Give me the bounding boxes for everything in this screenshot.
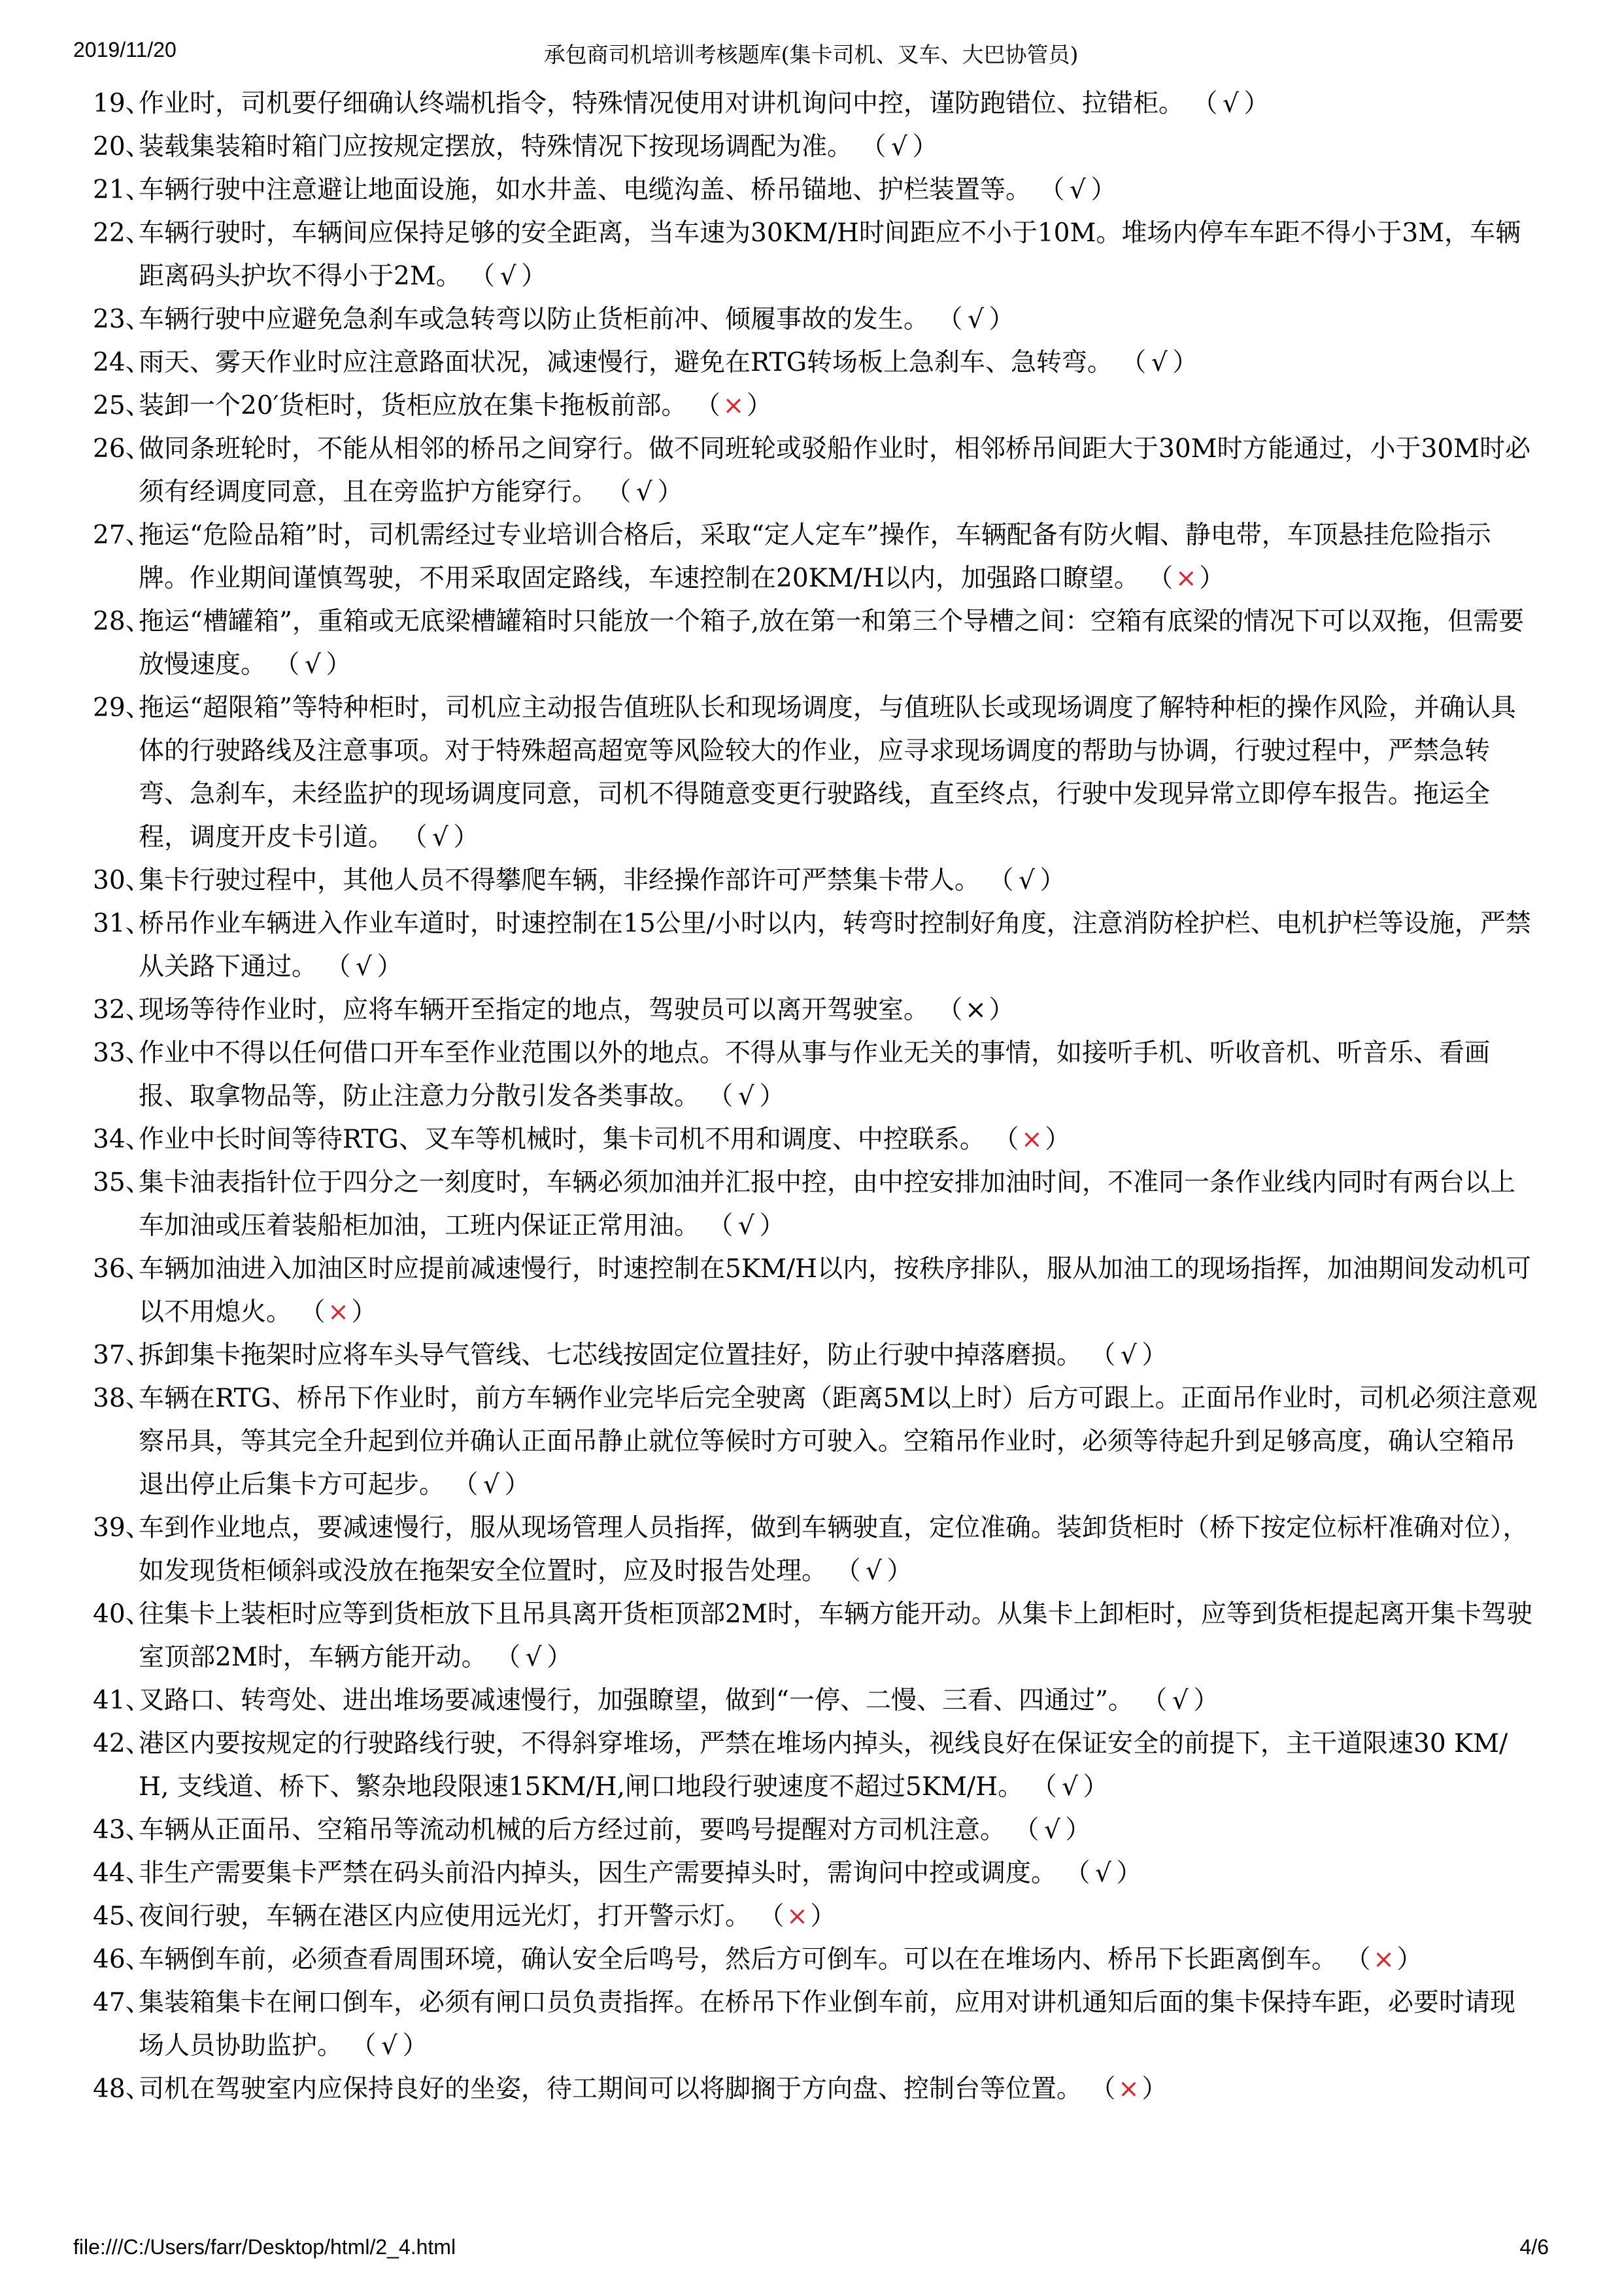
answer-open-paren: （ [325, 952, 351, 982]
question-item [93, 82, 1538, 126]
answer-open-paren: （ [988, 866, 1014, 895]
question-text [139, 1118, 1538, 1161]
question-item [93, 1593, 1538, 1679]
question-text [139, 859, 1538, 902]
question-number: 19、 [93, 89, 151, 118]
question-text [139, 2068, 1538, 2111]
answer-open-paren: （ [1064, 1859, 1090, 1888]
question-number: 26、 [93, 434, 151, 464]
answer-open-paren: （ [860, 132, 887, 162]
question-body: 作业中不得以任何借口开车至作业范围以外的地点。不得从事与作业无关的事情，如接听手机、听收音机、听音乐、看画报、取拿物品等，防止注意力分散引发各类事故。 [139, 1038, 1491, 1111]
answer-close-paren: ） [912, 132, 938, 162]
answer-mark [1141, 1686, 1219, 1715]
question-item [93, 1118, 1538, 1161]
answer-open-paren: （ [452, 1470, 479, 1499]
check-mark-icon: √ [1019, 866, 1035, 895]
answer-close-paren: ） [1039, 866, 1066, 895]
question-item [93, 902, 1538, 989]
question-number: 36、 [93, 1254, 151, 1284]
question-text [139, 82, 1538, 126]
question-body: 雨天、雾天作业时应注意路面状况，减速慢行，避免在RTG转场板上急刹车、急转弯。 [139, 348, 1113, 377]
question-text [139, 212, 1538, 298]
question-text [139, 1809, 1538, 1852]
question-body: 车辆从正面吊、空箱吊等流动机械的后方经过前，要鸣号提醒对方司机注意。 [139, 1815, 1006, 1845]
answer-open-paren: （ [274, 650, 300, 679]
answer-close-paren: ） [402, 2031, 428, 2061]
answer-close-paren: ） [1172, 348, 1198, 377]
check-mark-icon: √ [738, 1211, 754, 1241]
question-body: 集卡油表指针位于四分之一刻度时，车辆必须加油并汇报中控，由中控安排加油时间，不准同一条作业线内同时有两台以上车加油或压着装船柜加油，工班内保证正常用油。 [139, 1168, 1516, 1241]
answer-open-paren: （ [1345, 1945, 1371, 1974]
question-number: 41、 [93, 1686, 151, 1715]
cross-mark-icon: × [722, 391, 745, 420]
question-item [93, 341, 1538, 385]
question-body: 集装箱集卡在闸口倒车，必须有闸口员负责指挥。在桥吊下作业倒车前，应用对讲机通知后面的集卡保持车距，必要时请现场人员协助监护。 [139, 1988, 1516, 2061]
answer-close-paren: ） [657, 477, 683, 507]
answer-close-paren: ） [453, 823, 479, 852]
cross-mark-icon: × [1021, 1125, 1043, 1154]
answer-open-paren: （ [835, 1556, 861, 1586]
check-mark-icon: √ [1121, 1341, 1137, 1370]
question-number: 30、 [93, 866, 151, 895]
question-text [139, 385, 1538, 428]
question-number: 35、 [93, 1168, 151, 1197]
answer-mark [1032, 1772, 1109, 1802]
question-number: 31、 [93, 909, 151, 938]
question-item [93, 428, 1538, 514]
answer-close-paren: ） [810, 1902, 836, 1931]
answer-close-paren: ） [1396, 1945, 1423, 1974]
answer-mark [605, 477, 683, 507]
answer-mark [452, 1470, 530, 1499]
question-body: 车辆行驶时，车辆间应保持足够的安全距离，当车速为30KM/H时间距应不小于10M。堆场内停车车距不得小于3M，车辆距离码头护坎不得小于2M。 [139, 218, 1521, 291]
question-number: 46、 [93, 1945, 151, 1974]
answer-mark [401, 823, 479, 852]
answer-close-paren: ） [1141, 1341, 1168, 1370]
question-item [93, 989, 1538, 1032]
question-item [93, 298, 1538, 341]
answer-open-paren: （ [495, 1643, 521, 1672]
question-number: 20、 [93, 132, 151, 162]
question-number: 42、 [93, 1729, 151, 1758]
question-item [93, 1852, 1538, 1895]
question-number: 22、 [93, 218, 151, 248]
check-mark-icon: √ [432, 823, 448, 852]
answer-close-paren: ） [1116, 1859, 1142, 1888]
answer-open-paren: （ [1147, 564, 1174, 593]
question-body: 车辆在RTG、桥吊下作业时，前方车辆作业完毕后完全驶离（距离5M以上时）后方可跟上。正面吊作业时，司机必须注意观察吊具，等其完全升起到位并确认正面吊静止就位等候时方可驶入。空箱吊作业时，必须等待起升到足够高度，确认空箱吊退出停止后集卡方可起步。 [139, 1384, 1538, 1499]
question-body: 车到作业地点，要减速慢行，服从现场管理人员指挥，做到车辆驶直，定位准确。装卸货柜时（桥下按定位标杆准确对位），如发现货柜倾斜或没放在拖架安全位置时，应及时报告处理。 [139, 1513, 1529, 1586]
answer-mark [1090, 1341, 1167, 1370]
answer-close-paren: ） [504, 1470, 530, 1499]
question-text [139, 1032, 1538, 1118]
question-number: 45、 [93, 1902, 151, 1931]
question-number: 27、 [93, 521, 151, 550]
question-number: 21、 [93, 175, 151, 205]
answer-open-paren: （ [694, 391, 720, 420]
answer-open-paren: （ [707, 1211, 734, 1241]
question-item [93, 1895, 1538, 1938]
answer-open-paren: （ [605, 477, 632, 507]
answer-mark [1013, 1815, 1090, 1845]
answer-close-paren: ） [1243, 89, 1270, 118]
answer-mark [1192, 89, 1269, 118]
question-number: 38、 [93, 1384, 151, 1413]
answer-mark [1064, 1859, 1141, 1888]
cross-mark-icon: × [1118, 2074, 1140, 2104]
answer-close-paren: ） [1083, 1772, 1109, 1802]
question-item [93, 1032, 1538, 1118]
answer-open-paren: （ [993, 1125, 1019, 1154]
answer-mark [758, 1902, 836, 1931]
answer-close-paren: ） [887, 1556, 913, 1586]
question-number: 39、 [93, 1513, 151, 1543]
question-item [93, 1161, 1538, 1248]
answer-open-paren: （ [469, 262, 496, 291]
question-item [93, 1679, 1538, 1722]
question-text [139, 1377, 1538, 1507]
answer-mark [937, 305, 1014, 334]
question-item [93, 169, 1538, 212]
question-body: 拖运“槽罐箱”，重箱或无底梁槽罐箱时只能放一个箱子,放在第一和第三个导槽之间：空箱有底梁的情况下可以双拖，但需要放慢速度。 [139, 607, 1525, 679]
question-text [139, 428, 1538, 514]
question-text [139, 1981, 1538, 2068]
check-mark-icon: √ [381, 2031, 397, 2061]
answer-close-paren: ） [521, 262, 547, 291]
question-item [93, 1809, 1538, 1852]
answer-open-paren: （ [1141, 1686, 1168, 1715]
print-date: 2019/11/20 [73, 38, 177, 61]
answer-mark [1345, 1945, 1422, 1974]
answer-close-paren: ） [326, 650, 352, 679]
check-mark-icon: √ [1095, 1859, 1111, 1888]
answer-close-paren: ） [1199, 564, 1225, 593]
answer-close-paren: ） [988, 305, 1015, 334]
question-body: 做同条班轮时，不能从相邻的桥吊之间穿行。做不同班轮或驳船作业时，相邻桥吊间距大于30M时方能通过，小于30M时必须有经调度同意，且在旁监护方能穿行。 [139, 434, 1531, 507]
question-item [93, 126, 1538, 169]
question-text [139, 1679, 1538, 1722]
question-number: 33、 [93, 1038, 151, 1068]
question-item [93, 1981, 1538, 2068]
question-item [93, 1938, 1538, 1981]
answer-mark [707, 1082, 785, 1111]
question-item [93, 1507, 1538, 1593]
answer-mark [350, 2031, 428, 2061]
question-number: 32、 [93, 995, 151, 1025]
question-list [93, 82, 1538, 2111]
check-mark-icon: √ [1223, 89, 1239, 118]
question-body: 桥吊作业车辆进入作业车道时，时速控制在15公里/小时以内，转弯时控制好角度，注意消防栓护栏、电机护栏等设施，严禁从关路下通过。 [139, 909, 1531, 982]
question-number: 34、 [93, 1125, 151, 1154]
answer-open-paren: （ [1039, 175, 1065, 205]
answer-open-paren: （ [1090, 1341, 1116, 1370]
answer-close-paren: ） [377, 952, 403, 982]
answer-open-paren: （ [1090, 2074, 1116, 2104]
answer-mark [988, 866, 1065, 895]
check-mark-icon: √ [1070, 175, 1086, 205]
question-body: 叉路口、转弯处、进出堆场要减速慢行，加强瞭望，做到“一停、二慢、三看、四通过”。 [139, 1686, 1134, 1715]
answer-open-paren: （ [1013, 1815, 1039, 1845]
question-text [139, 1334, 1538, 1377]
answer-open-paren: （ [937, 305, 963, 334]
question-body: 拖运“危险品箱”时，司机需经过专业培训合格后，采取“定人定车”操作，车辆配备有防火帽、静电带，车顶悬挂危险指示牌。作业期间谨慎驾驶，不用采取固定路线，车速控制在20KM/H以内，加强路口瞭望。 [139, 521, 1491, 593]
cross-mark-icon: × [965, 995, 987, 1025]
answer-mark [695, 391, 772, 420]
check-mark-icon: √ [866, 1556, 882, 1586]
question-body: 车辆行驶中应避免急刹车或急转弯以防止货柜前冲、倾履事故的发生。 [139, 305, 930, 334]
question-item [93, 385, 1538, 428]
file-path: file:///C:/Users/farr/Desktop/html/2_4.html [73, 2235, 456, 2259]
answer-close-paren: ） [988, 995, 1015, 1025]
cross-mark-icon: × [1175, 564, 1197, 593]
question-number: 23、 [93, 305, 151, 334]
question-text [139, 1895, 1538, 1938]
question-item [93, 687, 1538, 859]
question-text [139, 600, 1538, 687]
answer-open-paren: （ [707, 1082, 734, 1111]
document-title: 承包商司机培训考核题库(集卡司机、叉车、大巴协管员) [543, 42, 1079, 67]
question-item [93, 514, 1538, 600]
question-number: 25、 [93, 391, 151, 420]
answer-mark [274, 650, 351, 679]
question-text [139, 169, 1538, 212]
answer-open-paren: （ [1192, 89, 1218, 118]
question-body: 现场等待作业时，应将车辆开至指定的地点，驾驶员可以离开驾驶室。 [139, 995, 930, 1025]
question-text [139, 1593, 1538, 1679]
answer-close-paren: ） [759, 1211, 785, 1241]
answer-close-paren: ） [1141, 2074, 1168, 2104]
question-text [139, 126, 1538, 169]
question-body: 集卡行驶过程中，其他人员不得攀爬车辆，非经操作部许可严禁集卡带人。 [139, 866, 981, 895]
answer-close-paren: ） [1090, 175, 1117, 205]
question-body: 车辆行驶中注意避让地面设施，如水井盖、电缆沟盖、桥吊锚地、护栏装置等。 [139, 175, 1032, 205]
check-mark-icon: √ [305, 650, 321, 679]
question-text [139, 1938, 1538, 1981]
question-number: 48、 [93, 2074, 151, 2104]
question-item [93, 600, 1538, 687]
question-number: 37、 [93, 1341, 151, 1370]
question-number: 47、 [93, 1988, 151, 2017]
question-body: 港区内要按规定的行驶路线行驶，不得斜穿堆场，严禁在堆场内掉头，视线良好在保证安全的前提下，主干道限速30 KM/H, 支线道、桥下、繁杂地段限速15KM/H,闸口地段行驶速度不超过5KM/H。 [139, 1729, 1508, 1802]
question-body: 非生产需要集卡严禁在码头前沿内掉头，因生产需要掉头时，需询问中控或调度。 [139, 1859, 1057, 1888]
check-mark-icon: √ [1172, 1686, 1189, 1715]
question-number: 40、 [93, 1600, 151, 1629]
question-text [139, 1722, 1538, 1809]
question-number: 44、 [93, 1859, 151, 1888]
question-body: 车辆倒车前，必须查看周围环境，确认安全后鸣号，然后方可倒车。可以在在堆场内、桥吊下长距离倒车。 [139, 1945, 1338, 1974]
check-mark-icon: √ [738, 1082, 754, 1111]
question-text [139, 1248, 1538, 1334]
check-mark-icon: √ [525, 1643, 542, 1672]
answer-mark [1147, 564, 1225, 593]
question-body: 司机在驾驶室内应保持良好的坐姿，待工期间可以将脚搁于方向盘、控制台等位置。 [139, 2074, 1083, 2104]
question-item [93, 212, 1538, 298]
answer-close-paren: ） [746, 391, 772, 420]
question-item [93, 1334, 1538, 1377]
question-number: 29、 [93, 693, 151, 723]
question-text [139, 1852, 1538, 1895]
answer-mark [1090, 2074, 1167, 2104]
answer-mark [937, 995, 1014, 1025]
answer-open-paren: （ [401, 823, 428, 852]
question-body: 作业中长时间等待RTG、叉车等机械时，集卡司机不用和调度、中控联系。 [139, 1125, 985, 1154]
question-text [139, 989, 1538, 1032]
question-text [139, 341, 1538, 385]
question-text [139, 902, 1538, 989]
answer-mark [1039, 175, 1116, 205]
page-header [0, 38, 1622, 71]
question-body: 车辆加油进入加油区时应提前减速慢行，时速控制在5KM/H以内，按秩序排队，服从加油工的现场指挥，加油期间发动机可以不用熄火。 [139, 1254, 1532, 1327]
cross-mark-icon: × [1373, 1945, 1394, 1974]
answer-mark [325, 952, 402, 982]
answer-mark [495, 1643, 572, 1672]
question-text [139, 1507, 1538, 1593]
check-mark-icon: √ [1062, 1772, 1078, 1802]
question-item [93, 1248, 1538, 1334]
check-mark-icon: √ [636, 477, 652, 507]
answer-mark [1121, 348, 1198, 377]
question-number: 43、 [93, 1815, 151, 1845]
question-text [139, 1161, 1538, 1248]
check-mark-icon: √ [1044, 1815, 1060, 1845]
cross-mark-icon: × [328, 1297, 349, 1327]
question-item [93, 1377, 1538, 1507]
question-body: 拆卸集卡拖架时应将车头导气管线、七芯线按固定位置挂好，防止行驶中掉落磨损。 [139, 1341, 1083, 1370]
page-number: 4/6 [1519, 2235, 1549, 2259]
question-body: 拖运“超限箱”等特种柜时，司机应主动报告值班队长和现场调度，与值班队长或现场调度了解特种柜的操作风险，并确认具体的行驶路线及注意事项。对于特殊超高超宽等风险较大的作业，应寻求现场调度的帮助与协调，行驶过程中，严禁急转弯、急刹车，未经监护的现场调度同意，司机不得随意变更行驶路线，直至终点，行驶中发现异常立即停车报告。拖运全程，调度开皮卡引道。 [139, 693, 1516, 852]
check-mark-icon: √ [891, 132, 907, 162]
question-text [139, 298, 1538, 341]
question-number: 24、 [93, 348, 151, 377]
answer-close-paren: ） [351, 1297, 377, 1327]
question-body: 装卸一个20′货柜时，货柜应放在集卡拖板前部。 [139, 391, 687, 420]
check-mark-icon: √ [483, 1470, 499, 1499]
question-text [139, 687, 1538, 859]
answer-open-paren: （ [299, 1297, 326, 1327]
question-body: 作业时，司机要仔细确认终端机指令，特殊情况使用对讲机询问中控，谨防跑错位、拉错柜。 [139, 89, 1185, 118]
question-body: 夜间行驶，车辆在港区内应使用远光灯，打开警示灯。 [139, 1902, 751, 1931]
answer-mark [993, 1125, 1070, 1154]
question-body: 往集卡上装柜时应等到货柜放下且吊具离开货柜顶部2M时，车辆方能开动。从集卡上卸柜时，应等到货柜提起离开集卡驾驶室顶部2M时，车辆方能开动。 [139, 1600, 1532, 1672]
answer-close-paren: ） [1065, 1815, 1091, 1845]
answer-open-paren: （ [1031, 1772, 1057, 1802]
question-item [93, 2068, 1538, 2111]
answer-close-paren: ） [1045, 1125, 1071, 1154]
answer-mark [299, 1297, 377, 1327]
answer-open-paren: （ [758, 1902, 785, 1931]
answer-close-paren: ） [547, 1643, 573, 1672]
cross-mark-icon: × [786, 1902, 808, 1931]
answer-close-paren: ） [1193, 1686, 1219, 1715]
answer-mark [860, 132, 938, 162]
answer-mark [469, 262, 547, 291]
answer-open-paren: （ [937, 995, 963, 1025]
answer-mark [707, 1211, 785, 1241]
question-text [139, 514, 1538, 600]
check-mark-icon: √ [1151, 348, 1168, 377]
answer-open-paren: （ [350, 2031, 377, 2061]
answer-mark [835, 1556, 912, 1586]
question-item [93, 1722, 1538, 1809]
question-body: 装载集装箱时箱门应按规定摆放，特殊情况下按现场调配为准。 [139, 132, 853, 162]
check-mark-icon: √ [968, 305, 984, 334]
question-number: 28、 [93, 607, 151, 636]
check-mark-icon: √ [356, 952, 372, 982]
answer-close-paren: ） [759, 1082, 785, 1111]
question-item [93, 859, 1538, 902]
check-mark-icon: √ [499, 262, 516, 291]
answer-open-paren: （ [1121, 348, 1147, 377]
